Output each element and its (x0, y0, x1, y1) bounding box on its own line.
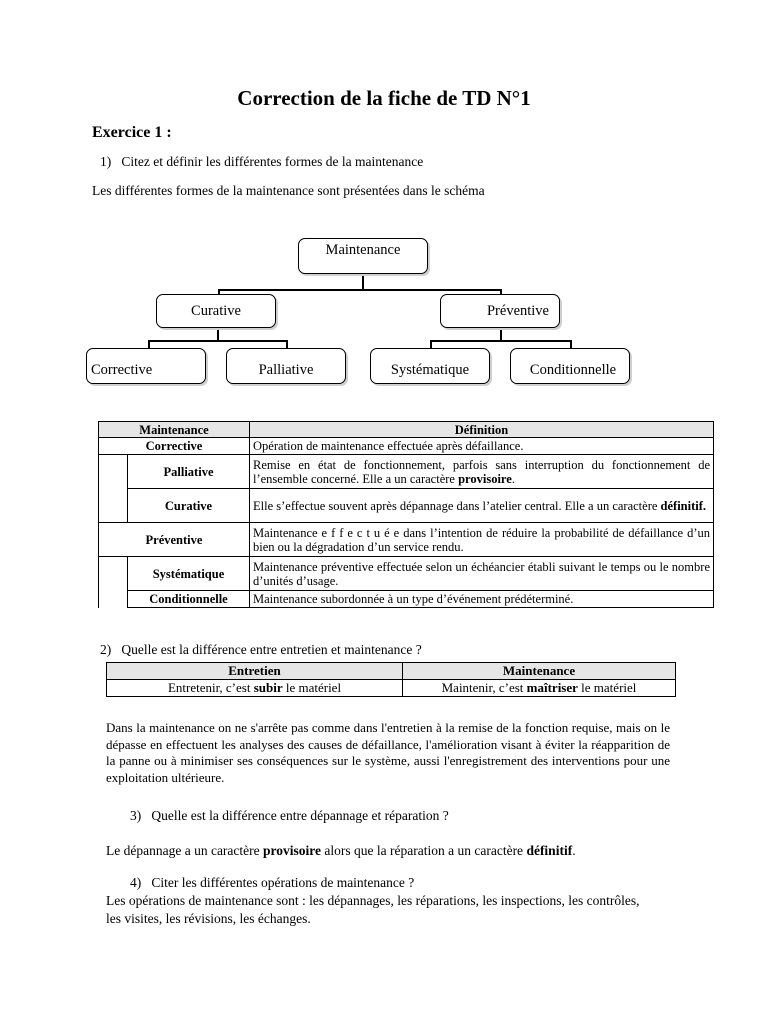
question-1 (100, 154, 423, 170)
comparison-cell-entretien: Entretenir, c’est subir le matériel (107, 680, 403, 697)
definition-cell: Remise en état de fonctionnement, parfois sans interruption du fonctionnement de l’ensemble concerné. Elle a un caractère provisoire. (250, 455, 714, 489)
question-text: Citer les différentes opérations de maintenance ? (151, 875, 415, 890)
definition-cell: Elle s’effectue souvent après dépannage dans l’atelier central. Elle a un caractère définitif. (250, 489, 714, 523)
question-text: Citez et définir les différentes formes de la maintenance (121, 154, 424, 169)
table-header-row (107, 663, 676, 680)
definition-cell: Opération de maintenance effectuée après défaillance. (250, 438, 714, 455)
table-row (99, 591, 714, 608)
diagram-node-corrective: Corrective (86, 348, 206, 384)
table-header-row (99, 422, 714, 438)
term-cell: Curative (128, 489, 250, 523)
exercise-heading: Exercice 1 : (92, 124, 172, 141)
maintenance-paragraph: Dans la maintenance on ne s'arrête pas comme dans l'entretien à la remise de la fonction requise, mais on le dépasse en effectuent les analyses des causes de défaillance, l'amélioration visant à éviter la réapparition de la panne ou à minimiser ses conséquences sur le système, aussi l'enregistrement des interventions pour une exploitation ultérieure. (106, 720, 670, 785)
diagram-node-preventive: Préventive (440, 294, 560, 328)
definition-cell: Maintenance préventive effectuée selon un échéancier établi suivant le temps ou le nombre d’unités d’usage. (250, 557, 714, 591)
table-header: Entretien (107, 663, 403, 680)
question-3 (130, 808, 449, 824)
definition-cell: Maintenance e f f e c t u é e dans l’intention de réduire la probabilité de défaillance d’un bien ou la dégradation d’un service rendu. (250, 523, 714, 557)
answer-3: Le dépannage a un caractère provisoire alors que la réparation a un caractère définitif. (106, 843, 576, 858)
term-cell: Palliative (128, 455, 250, 489)
diagram-node-systematique: Systématique (370, 348, 490, 384)
table-row (99, 489, 714, 523)
term-cell: Systématique (128, 557, 250, 591)
question-4 (130, 875, 414, 891)
question-number: 2) (100, 642, 112, 657)
table-row (107, 680, 676, 697)
table-header: Maintenance (99, 422, 250, 438)
question-text: Quelle est la différence entre dépannage et réparation ? (151, 808, 449, 823)
page-title: Correction de la fiche de TD N°1 (237, 86, 531, 110)
answer-4: Les opérations de maintenance sont : les dépannages, les réparations, les inspections, les contrôles, les visites, les révisions, les échanges. (106, 893, 640, 926)
question-text: Quelle est la différence entre entretien et maintenance ? (121, 642, 422, 657)
table-header: Définition (250, 422, 714, 438)
question-number: 3) (130, 808, 142, 823)
term-cell: Conditionnelle (128, 591, 250, 608)
term-cell: Préventive (99, 523, 250, 557)
term-cell: Corrective (99, 438, 250, 455)
definition-cell: Maintenance subordonnée à un type d’événement prédéterminé. (250, 591, 714, 608)
table-row (99, 523, 714, 557)
table-header: Maintenance (403, 663, 676, 680)
question-number: 4) (130, 875, 142, 890)
intro-text: Les différentes formes de la maintenance sont présentées dans le schéma (92, 183, 485, 198)
table-row (99, 438, 714, 455)
table-row (99, 557, 714, 591)
diagram-node-maintenance: Maintenance (298, 238, 428, 274)
diagram-node-palliative: Palliative (226, 348, 346, 384)
question-number: 1) (100, 154, 112, 169)
diagram-node-conditionnelle: Conditionnelle (510, 348, 630, 384)
table-row (99, 455, 714, 489)
question-2 (100, 642, 422, 658)
comparison-cell-maintenance: Maintenir, c’est maîtriser le matériel (403, 680, 676, 697)
definitions-table (98, 421, 714, 608)
diagram-node-curative: Curative (156, 294, 276, 328)
comparison-table (106, 662, 676, 697)
